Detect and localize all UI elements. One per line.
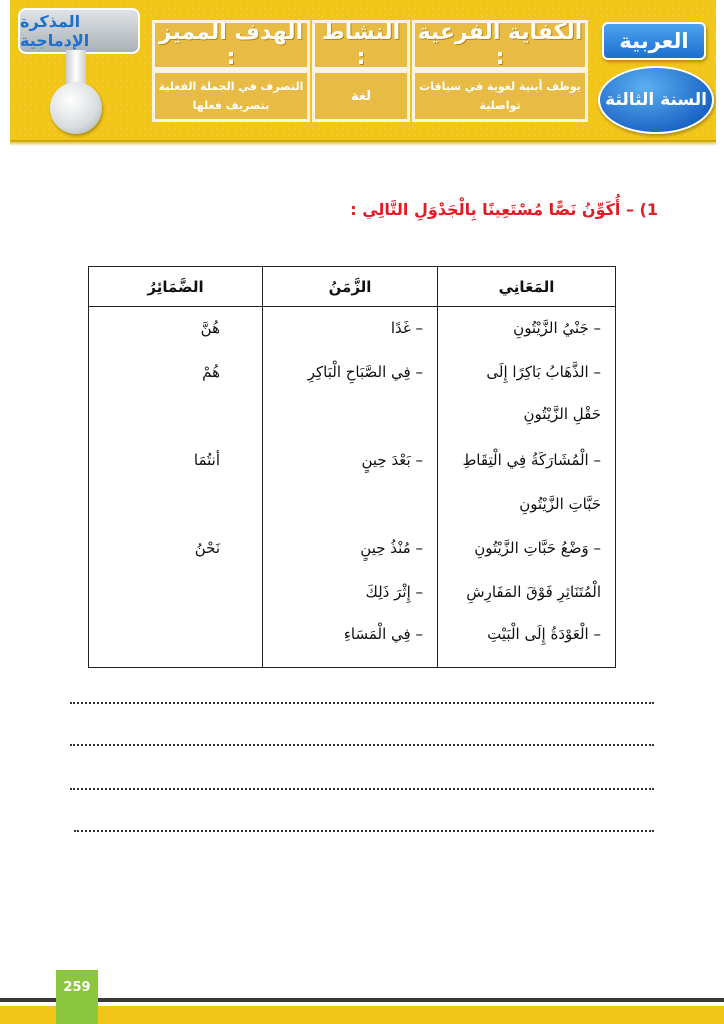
vocabulary-table — [88, 266, 616, 668]
activity-text: لغة — [312, 70, 410, 122]
time-item: – فِي الْمَسَاءِ — [343, 625, 423, 643]
competency-text-line-1: يوظف أبنية لغوية في سياقات — [419, 80, 581, 93]
time-item: – فِي الصَّبَاحِ الْبَاكِرِ — [307, 363, 423, 381]
pronoun-item: هُمْ — [202, 363, 220, 381]
meaning-item: – جَنْيُ الزَّيْتُونِ — [513, 319, 601, 337]
meaning-item: – وَضْعُ حَبَّاتِ الزَّيْتُونِ — [474, 539, 601, 557]
time-item: – إِثْرَ ذَلِكَ — [365, 583, 423, 601]
meaning-item: حَقْلِ الزَّيْتُونِ — [523, 405, 601, 423]
meaning-item: – الذَّهَابُ بَاكِرًا إِلَى — [486, 363, 601, 381]
header-time: الزَّمَنُ — [328, 277, 372, 296]
logo-label: المذكرة الإدماجية — [18, 8, 140, 54]
meaning-item: حَبَّاتِ الزَّيْتُونِ — [519, 495, 601, 513]
table-column-divider-1 — [437, 267, 438, 667]
time-item: – غَدًا — [390, 319, 423, 337]
writing-line-4[interactable] — [74, 830, 654, 832]
header-pronouns: الضَّمَائِرُ — [147, 277, 204, 296]
goal-text — [152, 70, 310, 122]
goal-title: الهدف المميز : — [152, 20, 310, 70]
competency-text-line-2: تواصلية — [479, 99, 521, 112]
footer-rule — [0, 998, 724, 1002]
level-badge: السنة الثالثة — [598, 66, 714, 134]
writing-line-1[interactable] — [70, 702, 654, 704]
pronoun-item: أنتُمَا — [193, 451, 220, 469]
writing-line-3[interactable] — [70, 788, 654, 790]
pronoun-item: نَحْنُ — [194, 539, 220, 557]
pronoun-item: هُنَّ — [200, 319, 220, 337]
meaning-item: الْمُتَنَاثِرِ فَوْقَ المَفَارِشِ — [466, 583, 601, 601]
meaning-item: – الْعَوْدَةُ إِلَى الْبَيْتِ — [487, 625, 601, 643]
meaning-item: – الْمُشَارَكَةُ فِي الْتِقَاطِ — [462, 451, 601, 469]
goal-text-line-1: التصرف في الجملة الفعلية — [158, 80, 304, 93]
footer-band — [0, 1006, 724, 1024]
time-item: – مُنْذُ حِينٍ — [360, 539, 423, 557]
table-header-divider — [89, 306, 615, 307]
time-item: – بَعْدَ حِينٍ — [361, 451, 423, 469]
activity-title: النشاط : — [312, 20, 410, 70]
goal-text-line-2: بتصريف فعلها — [192, 99, 270, 112]
logo-ball-icon — [50, 82, 102, 134]
table-column-divider-2 — [262, 267, 263, 667]
competency-text — [412, 70, 588, 122]
competency-title: الكفاية الفرعية : — [412, 20, 588, 70]
question-text: 1) – أُكَوِّنُ نَصًّا مُسْتَعِينًا بِالْجَدْوَلِ التَّالِي : — [350, 200, 658, 219]
page-number: 259 — [56, 970, 98, 1024]
header-meanings: المَعَانِي — [498, 277, 555, 296]
subject-badge: العربية — [602, 22, 706, 60]
writing-line-2[interactable] — [70, 744, 654, 746]
header-shadow — [10, 140, 716, 146]
